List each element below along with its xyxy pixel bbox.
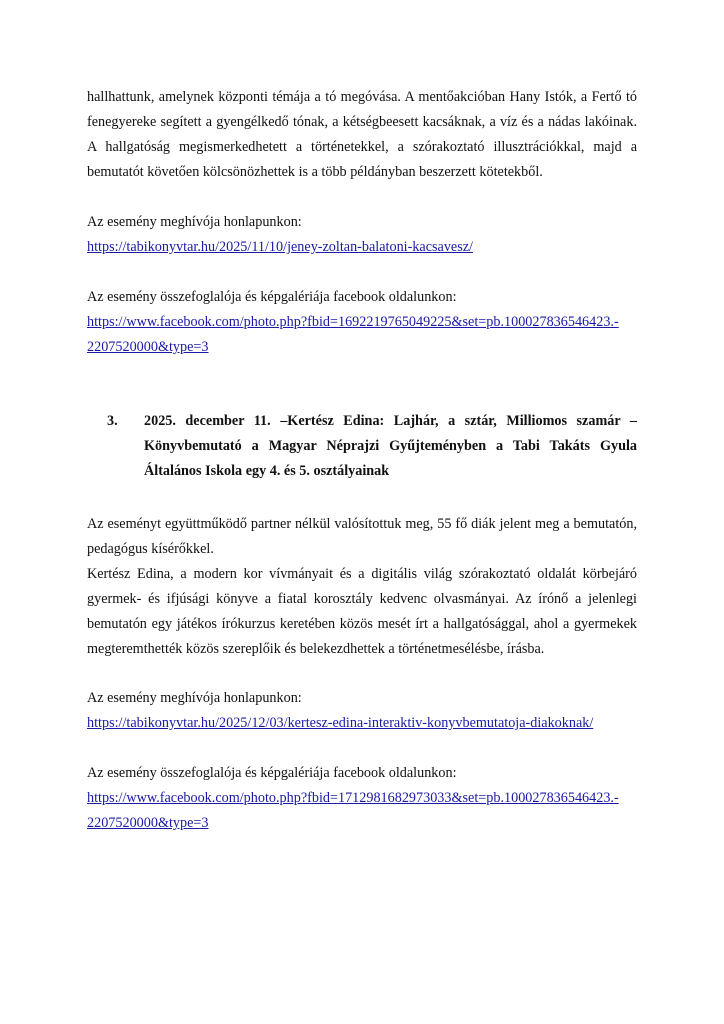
invite-label: Az esemény meghívója honlapunkon: (87, 214, 302, 230)
gallery-label: Az esemény összefoglalója és képgalériája facebook oldalunkon: (87, 765, 457, 781)
heading-line: Általános Iskola egy 4. és 5. osztályainak (144, 463, 390, 479)
text-line: bemutatón egy játékos írókurzus keretében közös mesét írt a hallgatósággal, ahol a gyermekek (87, 616, 637, 632)
text-line: Kertész Edina, a modern kor vívmányait és a digitális világ szórakoztató oldalát körbejáró (87, 566, 637, 582)
gallery-link[interactable]: https://www.facebook.com/photo.php?fbid=1692219765049225&set=pb.100027836546423.- (87, 314, 619, 330)
heading-line: 2025. december 11. –Kertész Edina: Lajhár, a sztár, Milliomos szamár – (144, 413, 637, 429)
gallery-link-continued[interactable]: 2207520000&type=3 (87, 815, 209, 831)
event3-description (87, 512, 637, 662)
event3-heading (87, 409, 637, 484)
text-line: bemutatót követően kölcsönözhettek is a több példányban beszerzett kötetekből. (87, 164, 543, 180)
invite-link[interactable]: https://tabikonyvtar.hu/2025/12/03/kertesz-edina-interaktiv-konyvbemutatoja-diakoknak/ (87, 715, 594, 731)
gallery-label: Az esemény összefoglalója és képgalériája facebook oldalunkon: (87, 289, 457, 305)
text-line: pedagógus kísérőkkel. (87, 541, 214, 557)
event2-gallery-section (87, 285, 637, 360)
event3-invite-section (87, 686, 637, 736)
text-line: A hallgatóság megismerkedhetett a történetekkel, a szórakoztató illusztrációkkal, majd a (87, 139, 637, 155)
gallery-link[interactable]: https://www.facebook.com/photo.php?fbid=1712981682973033&set=pb.100027836546423.- (87, 790, 619, 806)
text-line: Az eseményt együttműködő partner nélkül valósítottuk meg, 55 fő diák jelent meg a bemutatón, (87, 516, 637, 532)
text-line: gyermek- és ifjúsági könyve a fiatal korosztály kedvenc olvasmányai. Az írónő a jelenlegi (87, 591, 637, 607)
heading-line: Könyvbemutató a Magyar Néprajzi Gyűjteményben a Tabi Takáts Gyula (144, 438, 637, 454)
gallery-link-continued[interactable]: 2207520000&type=3 (87, 339, 209, 355)
list-number: 3. (107, 413, 118, 429)
invite-label: Az esemény meghívója honlapunkon: (87, 690, 302, 706)
paragraph-event2-description (87, 85, 637, 185)
text-line: megteremthették közös szereplőik és belekezdhettek a történetmesélésbe, írásba. (87, 641, 545, 657)
event2-invite-section (87, 210, 637, 260)
text-line: hallhattunk, amelynek központi témája a tó megóvása. A mentőakcióban Hany Istók, a Fertő tó (87, 89, 637, 105)
event3-gallery-section (87, 761, 637, 836)
invite-link[interactable]: https://tabikonyvtar.hu/2025/11/10/jeney-zoltan-balatoni-kacsavesz/ (87, 239, 473, 255)
text-line: fenegyereke segített a gyengélkedő tónak, a kétségbeesett kacsáknak, a víz és a nádas lakóinak. (87, 114, 637, 130)
